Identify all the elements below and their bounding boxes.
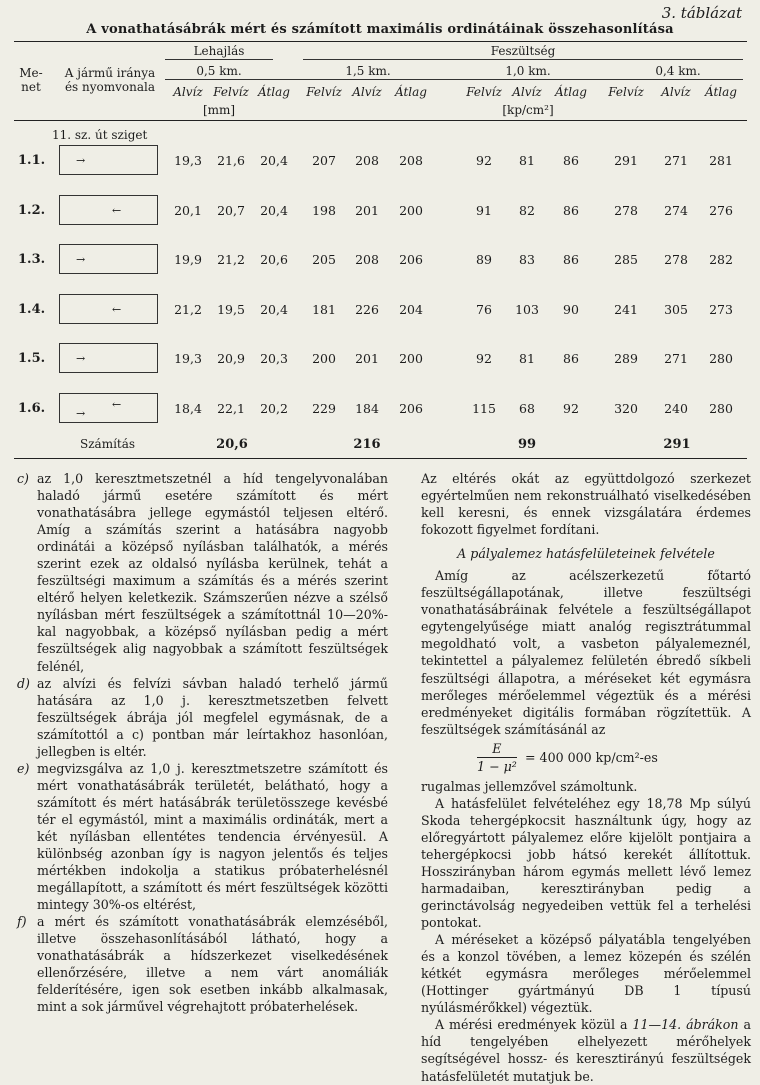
table-cell: 201 [355,202,379,218]
paragraph-eredmenyek: A mérési eredmények közül a 11—14. ábrákon a híd tengelyében elhelyezett mérőhelyek segítségével hossz- és keresztirányú feszültségek hatásfelületét mutatjuk be. [421,1017,751,1084]
lehajlas-rule [165,59,273,60]
paragraph-meresek: A méréseket a középső pályatábla tengelyében és a konzol tövében, a lemez közepén és szélén kétkét egymásra merőleges mérőelemmel (Hottinger gyártmányú DB 1 típusú nyúlásmérőkkel) végeztük. [421,932,751,1016]
table-cell: 207 [312,153,336,168]
table-cell: 68 [519,400,535,416]
item-d: d) az alvízi és felvízi sávban haladó terhelő jármű hatására az 1,0 j. keresztmetszetben felvett feszültségek ábrája jól megfelel egymásnak, de a számítottól a c) pontban már leírtakhoz hasonlóan, jellegben is eltér. [17,675,388,759]
header-dist-10: 1,0 km. [505,64,551,78]
item-c: c) az 1,0 keresztmetszetnél a híd tengelyvonalában haladó jármű esetére számított és mért vonathatásábra jellege egymástól teljesen eltérő. Amíg a számítás szerint a hatásábra nagyobb ordinátái a középső nyílásban találhatók, a mérés szerint ezek az oldalsó nyílásba kerülnek, tehát a feszültségi maximum a számítás és a mérés szerint eltérő helyen keletkezik. Számszerűen nézve a szélső nyílásban mért feszültségek a számítottnál 10—20%-kal nagyobbak, a középső nyílásban pedig a mért feszültségek alig nagyobbak a számított feszültségek felénél, [17,471,388,674]
table-cell: 86 [563,351,579,366]
table-cell: 81 [519,153,535,168]
col-header: Átlag [555,85,587,99]
table-cell: 20,1 [174,202,202,218]
col-header: Átlag [395,85,427,99]
table-cell: 271 [664,351,688,366]
table-cell: 86 [563,252,579,267]
header-menet: Me- net [19,66,43,94]
table-cell: 103 [515,301,539,317]
paragraph-eltérés: Az eltérés okát az együttdolgozó szerkezet egyértelműen nem rekonstruálható viselkedésében kell keresni, és ennek vizsgálatára érdemes fokozott figyelmet fordítani. [421,471,751,538]
header-lehajlas: Lehajlás [193,44,245,58]
table-cell: 208 [355,252,379,267]
row-label: 1.1. [18,153,46,168]
table-cell: 229 [312,400,336,416]
table-cell: 20,6 [260,252,288,267]
table-cell: 274 [664,202,688,218]
row-label: 1.6. [18,400,46,416]
table-cell: 92 [476,153,492,168]
formula-value: = 400 000 kp/cm²-es [525,749,658,765]
table-cell: 22,1 [217,400,245,416]
table-cell: 305 [664,301,688,317]
vehicle-path-diagram [59,145,158,175]
table-cell: 278 [614,202,638,218]
table-cell: 115 [472,400,496,416]
header-dist-04: 0,4 km. [655,64,701,78]
table-cell: 19,5 [217,301,245,317]
header-feszultseg: Feszültség [490,44,556,58]
table-cell: 291 [614,153,638,168]
table-top-rule [14,41,747,42]
table-cell: 20,4 [260,153,288,168]
table-cell: 20,3 [260,351,288,366]
table-cell: 86 [563,153,579,168]
szamitas-lehajlas: 20,6 [216,437,248,452]
arrow-right-icon: → [76,154,86,167]
table-cell: 89 [476,252,492,267]
col-header: Felvíz [608,85,644,99]
feszultseg-rule [303,59,743,60]
table-cell: 208 [399,153,423,168]
row-label: 1.3. [18,252,46,267]
table-cell: 204 [399,301,423,317]
section-heading: A pályalemez hatásfelületeinek felvétele [457,546,715,562]
table-cell: 20,4 [260,202,288,218]
col-header: Alvíz [352,85,382,99]
table-cell: 21,2 [217,252,245,267]
table-cell: 21,6 [217,153,245,168]
item-e: e) megvizsgálva az 1,0 j. keresztmetszetre számított és mért vonathatásábrák területét, belátható, hogy a számított és mért hatásábrák területösszege kevésbé tér el egymástól, mint a maximális ordináták, mert a két nyílásban ellentétes tendencia érvényesül. A különbség azonban így is nagyon jelentős és teljes mértékben indokolja a statikus próbaterhelésnél megállapított, a számított és mért feszültségek közötti mintegy 30%-os eltérést, [17,760,388,913]
table-cell: 81 [519,351,535,366]
table-cell: 82 [519,202,535,218]
row-label: 1.5. [18,351,46,366]
row-label: 1.2. [18,202,46,218]
table-cell: 278 [664,252,688,267]
arrow-left-icon: ← [112,203,122,217]
table-cell: 20,7 [217,202,245,218]
col-header: Alvíz [661,85,691,99]
szamitas-15: 216 [353,437,381,452]
table-cell: 206 [399,400,423,416]
table-cell: 226 [355,301,379,317]
table-cell: 282 [709,252,733,267]
arrow-left-icon: ← [112,302,122,316]
unit-kp: [kp/cm²] [502,103,554,117]
table-cell: 271 [664,153,688,168]
table-cell: 19,3 [174,153,202,168]
table-cell: 241 [614,301,638,317]
table-cell: 276 [709,202,733,218]
header-bottom-rule [14,120,747,121]
formula-fraction: $\frac{E}{\text{1 − μ²}}$ [477,740,517,774]
table-cell: 18,4 [174,400,202,416]
table-cell: 92 [563,400,579,416]
table-cell: 273 [709,301,733,317]
table-number: 3. táblázat [661,4,742,22]
diagram-caption: 11. sz. út sziget [52,128,148,142]
vehicle-path-diagram [59,393,158,423]
table-cell: 86 [563,202,579,218]
table-cell: 289 [614,351,638,366]
table-cell: 184 [355,400,379,416]
table-cell: 280 [709,400,733,416]
szamitas-label: Számítás [80,437,136,451]
paragraph-acelszerkezet: Amíg az acélszerkezetű főtartó feszültségállapotának, illetve feszültségi vonathatásábráinak felvétele a feszültségállapot egytengelyűsége miatt analóg regisztrátummal megoldható volt, a vasbeton pályalemeznél, tekintettel a pályalemez felületén ébredő síkbeli feszültségi állapotra, a méréseket két egymásra merőleges mérőelemmel végeztük és a mérési eredményeket digitális formában rögzítettük. A feszültségek számításánál az [421,568,751,737]
header-dist-15: 1,5 km. [345,64,391,78]
vehicle-path-diagram [59,195,158,225]
szamitas-04: 291 [663,437,691,452]
table-cell: 20,2 [260,400,288,416]
col-header: Felvíz [306,85,342,99]
right-column [421,470,751,1085]
table-cell: 240 [664,400,688,416]
table-cell: 92 [476,351,492,366]
table-cell: 281 [709,153,733,168]
table-cell: 198 [312,202,336,218]
figure-reference[interactable]: 11—14. ábrákon [632,1017,739,1033]
table-bottom-rule [14,458,747,459]
table-cell: 201 [355,351,379,366]
formula [421,738,751,778]
arrow-right-icon: → [76,352,86,365]
table-cell: 200 [399,351,423,366]
table-cell: 21,2 [174,301,202,317]
col-header: Átlag [258,85,290,99]
arrow-right-icon: → [76,406,86,420]
table-cell: 90 [563,301,579,317]
arrow-right-icon: → [76,253,86,266]
table-cell: 200 [312,351,336,366]
col-header: Alvíz [173,85,203,99]
header-jarmu: A jármű iránya és nyomvonala [64,66,156,94]
row-label: 1.4. [18,301,46,317]
table-cell: 181 [312,301,336,317]
table-cell: 83 [519,252,535,267]
table-cell: 91 [476,202,492,218]
table-cell: 285 [614,252,638,267]
header-dist-05: 0,5 km. [196,64,242,78]
table-cell: 208 [355,153,379,168]
vehicle-path-diagram [59,343,158,373]
vehicle-path-diagram [59,294,158,324]
table-cell: 320 [614,400,638,416]
left-column [17,470,388,1016]
table-cell: 280 [709,351,733,366]
table-cell: 20,9 [217,351,245,366]
table-cell: 206 [399,252,423,267]
distance-rule [165,79,743,80]
col-header: Felvíz [466,85,502,99]
table-cell: 19,3 [174,351,202,366]
table-cell: 76 [476,301,492,317]
item-f: f) a mért és számított vonathatásábrák elemzéséből, illetve összehasonlításából látható, hogy a vonathatásábrák a hídszerkezet viselkedésének ellenőrzésére, illetve a nem várt anomáliák felderítésére, igen sok esetben inkább alkalmasak, mint a sok járművel végrehajtott próbaterhelések. [17,914,388,1015]
vehicle-path-diagram [59,244,158,274]
table-cell: 20,4 [260,301,288,317]
arrow-left-icon: ← [112,397,122,411]
paragraph-hatasfelulet: A hatásfelület felvételéhez egy 18,78 Mp súlyú Skoda tehergépkocsit használtunk úgy, hogy az előregyártott pályalemez előre kijelölt pontjaira a tehergépkocsi jobb hátsó kerekét állítottuk. Hosszirányban három egymás mellett lévő lemez harmadaiban, keresztirányban pedig a gerinctávolság negyedeiben vettük fel a terhelési pontokat. [421,795,751,931]
table-cell: 200 [399,202,423,218]
col-header: Alvíz [512,85,542,99]
szamitas-10: 99 [517,437,537,452]
col-header: Felvíz [213,85,249,99]
table-cell: 19,9 [174,252,202,267]
table-cell: 205 [312,252,336,267]
unit-mm: [mm] [202,103,236,117]
paragraph-rugalmas: rugalmas jellemzővel számoltunk. [421,778,638,794]
table-title: A vonathatásábrák mért és számított maximális ordinátáinak összehasonlítása [86,22,674,37]
col-header: Átlag [705,85,737,99]
